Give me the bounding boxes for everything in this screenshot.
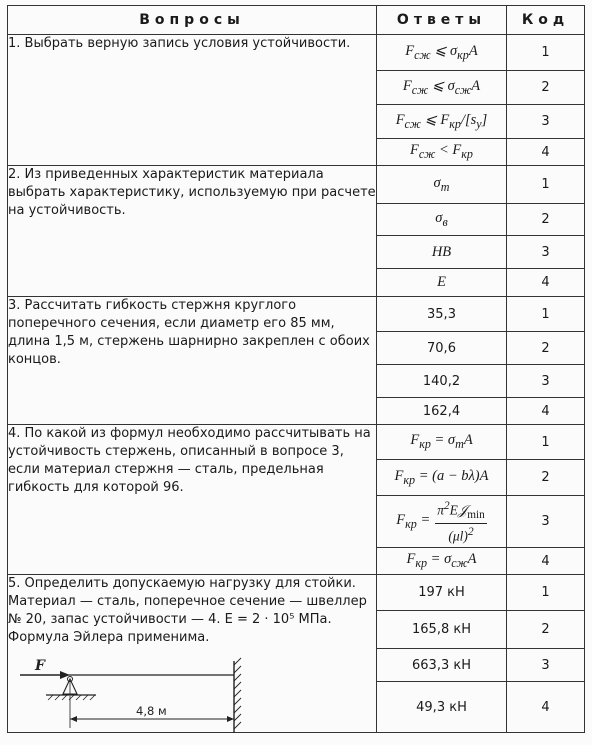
answer-code: 2 (507, 204, 585, 236)
question-1-text: 1. Выбрать верную запись условия устойчивости. (8, 35, 377, 166)
answer-row (8, 575, 585, 611)
answer-code: 3 (507, 496, 585, 548)
answer-code: 2 (507, 332, 585, 365)
answer-code: 4 (507, 139, 585, 166)
answer-code: 2 (507, 460, 585, 496)
answer-code: 4 (507, 548, 585, 575)
answer-option[interactable]: 663,3 кН (377, 649, 507, 682)
beam-figure (8, 573, 376, 733)
answer-code: 3 (507, 105, 585, 139)
question-3-text: 3. Рассчитать гибкость стержня круглого поперечного сечения, если диаметр его 85 мм, длина 1,5 м, стержень шарнирно закреплен с обоих концов. (8, 297, 377, 425)
answer-option[interactable]: $F_{кр}$ = $\pi^2E𝒥_{min}$ $(\mu l)^2$ (377, 496, 507, 548)
answer-code: 1 (507, 35, 585, 71)
answer-option[interactable]: $F_{кр} = \sigma_{сж}A$ (377, 548, 507, 575)
answer-option[interactable]: $\sigma_т$ (377, 166, 507, 204)
question-4-text: 4. По какой из формул необходимо рассчитывать на устойчивость стержень, описанный в вопросе 3, если материал стержня — сталь, предельная гибкость для которой 96. (8, 425, 377, 575)
answer-option[interactable]: $F_{кр} = \sigma_тA$ (377, 425, 507, 460)
answer-option[interactable]: $F_{сж} < F_{кр}$ (377, 139, 507, 166)
force-label: F (35, 658, 45, 674)
answer-option[interactable]: E (377, 269, 507, 297)
answer-code: 4 (507, 269, 585, 297)
answer-option[interactable]: $F_{сж}$ ⩽ $F_{кр}/[s_y]$ (377, 105, 507, 139)
answer-option[interactable]: $F_{сж}$ ⩽ $\sigma_{сж}A$ (377, 71, 507, 105)
answer-option[interactable]: 140,2 (377, 365, 507, 398)
length-label: 4,8 м (136, 704, 167, 718)
answer-option[interactable]: 197 кН (377, 575, 507, 611)
answer-code: 1 (507, 166, 585, 204)
answer-option[interactable]: $\sigma_в$ (377, 204, 507, 236)
answer-code: 3 (507, 649, 585, 682)
question-5-text: 5. Определить допускаемую нагрузку для стойки. Материал — сталь, поперечное сечение — швеллер № 20, запас устойчивости — 4. E = 2 · 10⁵ МПа. Формула Эйлера применима. (8, 576, 367, 645)
answer-option[interactable]: $F_{сж}$ ⩽ $\sigma_{кр}A$ (377, 35, 507, 71)
answer-code: 3 (507, 236, 585, 269)
answer-row (8, 297, 585, 332)
answer-code: 1 (507, 297, 585, 332)
answer-code: 1 (507, 425, 585, 460)
answer-code: 2 (507, 611, 585, 649)
answer-code: 4 (507, 398, 585, 425)
header-code: Код (507, 6, 585, 35)
header-answers: Ответы (377, 6, 507, 35)
answer-row (8, 35, 585, 71)
answer-option[interactable]: 35,3 (377, 297, 507, 332)
answer-option[interactable]: 70,6 (377, 332, 507, 365)
answer-code: 2 (507, 71, 585, 105)
quiz-table (7, 5, 585, 733)
answer-row (8, 425, 585, 460)
answer-option[interactable]: 165,8 кН (377, 611, 507, 649)
header-row (8, 6, 585, 35)
answer-option[interactable]: 49,3 кН (377, 682, 507, 733)
question-5-cell (8, 575, 377, 733)
header-questions: Вопросы (8, 6, 377, 35)
answer-option[interactable]: 162,4 (377, 398, 507, 425)
answer-code: 1 (507, 575, 585, 611)
answer-code: 4 (507, 682, 585, 733)
answer-option[interactable]: $F_{кр} = (a - b\lambda)A$ (377, 460, 507, 496)
answer-option[interactable]: HB (377, 236, 507, 269)
answer-code: 3 (507, 365, 585, 398)
answer-row (8, 166, 585, 204)
question-2-text: 2. Из приведенных характеристик материала выбрать характеристику, используемую при расчете на устойчивость. (8, 166, 377, 297)
